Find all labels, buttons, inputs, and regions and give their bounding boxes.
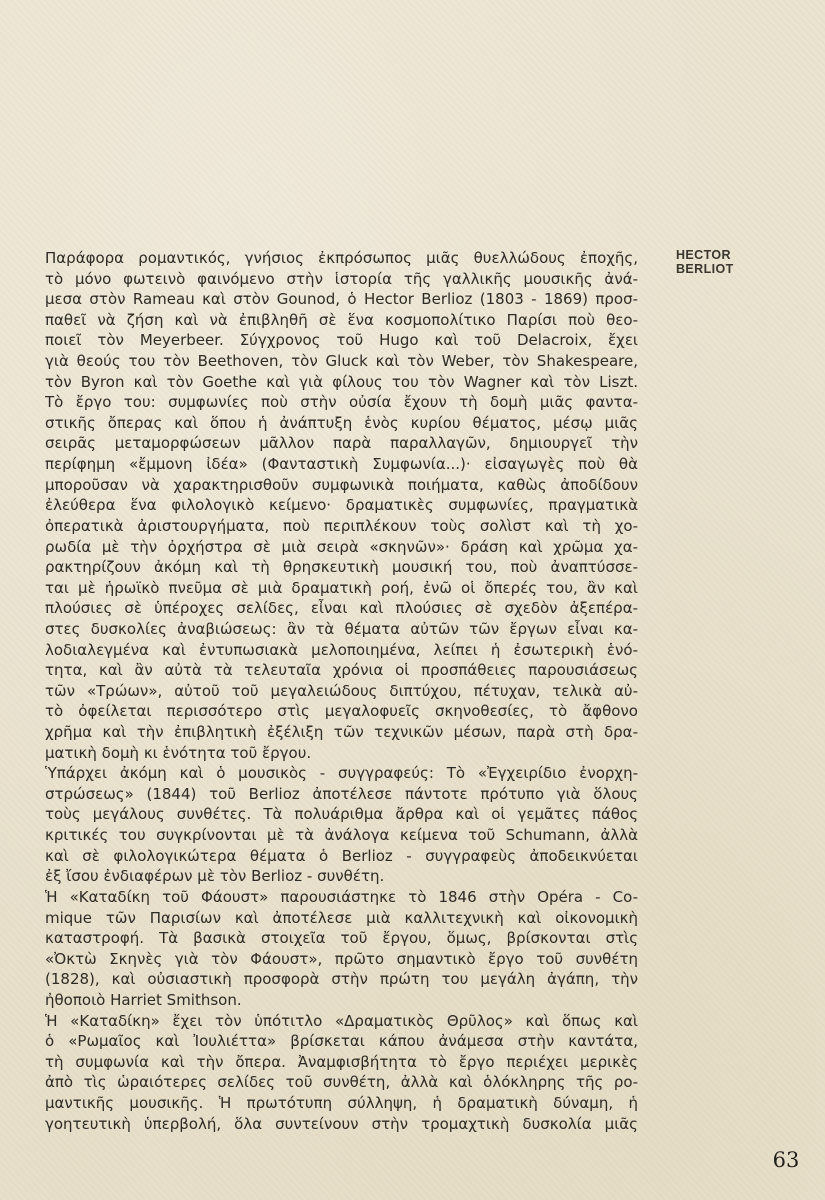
- text-line: τὸ μόνο φωτεινὸ φαινόμενο στὴν ἱστορία τῆς γαλλικῆς μουσικῆς ἀνά-: [45, 269, 638, 288]
- body-text: [45, 248, 638, 1134]
- text-line: «Ὀκτὼ Σκηνὲς γιὰ τὸν Φάουστ», πρῶτο σημαντικὸ ἔργο τοῦ συνθέτη: [45, 949, 638, 968]
- text-line: παθεῖ νὰ ζήση καὶ νὰ ἐπιβληθῆ σὲ ἕνα κοσμοπολίτικο Παρίσι ποὺ θεο-: [45, 310, 638, 329]
- text-line: ρακτηρίζουν ἀκόμη καὶ τὴ θρησκευτικὴ μουσική του, ποὺ ἀναπτύσσε-: [45, 558, 638, 577]
- text-line: στες δυσκολίες ἀναβιώσεως: ἂν τὰ θέματα αὐτῶν τῶν ἔργων εἶναι κα-: [45, 619, 638, 638]
- margin-header-line1: HECTOR: [676, 248, 731, 262]
- text-line: γιὰ θεούς του τὸν Beethoven, τὸν Gluck καὶ τὸν Weber, τὸν Shakespeare,: [45, 352, 638, 371]
- text-line: μεσα στὸν Rameau καὶ στὸν Gounod, ὁ Hector Berlioz (1803 - 1869) προσ-: [45, 290, 638, 309]
- text-line: ὀπερατικὰ ἀριστουργήματα, ποὺ περιπλέκουν τοὺς σολὶστ καὶ τὴ χο-: [45, 516, 638, 535]
- text-line: πλούσιες σὲ ὑπέροχες σελίδες, εἶναι καὶ πλούσιες σὲ σχεδὸν ἀξεπέρα-: [45, 599, 638, 618]
- text-line: τὸ ὀφείλεται περισσότερο στὶς μεγαλοφυεῖς σκηνοθεσίες, τὸ ἄφθονο: [45, 702, 638, 721]
- text-line: κριτικές του συγκρίνονται μὲ τὰ ἀνάλογα κείμενα τοῦ Schumann, ἀλλὰ: [45, 826, 638, 845]
- text-line: ἀπὸ τὶς ὡραιότερες σελίδες τοῦ συνθέτη, ἀλλὰ καὶ ὁλόκληρης τῆς ρο-: [45, 1073, 638, 1092]
- text-line: ματικὴ δομὴ κι ἑνότητα τοῦ ἔργου.: [45, 743, 312, 762]
- text-line: τὴ συμφωνία καὶ τὴν ὄπερα. Ἀναμφισβήτητα τὸ ἔργο περιέχει μερικὲς: [45, 1052, 638, 1071]
- text-line: καταστροφή. Τὰ βασικὰ στοιχεῖα τοῦ ἔργου, ὅμως, βρίσκονται στὶς: [45, 929, 638, 948]
- text-line: λοδιαλεγμένα καὶ ἐντυπωσιακὰ μελοποιημένα, λείπει ἡ ἐσωτερικὴ ἑνό-: [45, 640, 638, 659]
- margin-header: [676, 248, 734, 276]
- text-line: στικῆς ὄπερας καὶ ὅπου ἡ ἀνάπτυξη ἑνὸς κυρίου θέματος, μέσῳ μιᾶς: [45, 413, 638, 432]
- margin-header-line2: BERLIOT: [676, 262, 734, 276]
- text-line: Παράφορα ρομαντικός, γνήσιος ἐκπρόσωπος μιᾶς θυελλώδους ἐποχῆς,: [45, 249, 638, 267]
- text-line: μποροῦσαν νὰ χαρακτηρισθοῦν συμφωνικὰ ποιήματα, καθὼς ἀποδίδουν: [45, 475, 638, 494]
- page-number: 63: [772, 1148, 800, 1172]
- text-line: ἠθοποιὸ Harriet Smithson.: [45, 990, 242, 1009]
- text-line: ἐλεύθερα ἕνα φιλολογικὸ κείμενο· δραματικὲς συμφωνίες, πραγματικὰ: [45, 496, 638, 515]
- text-line: ἐξ ἴσου ἐνδιαφέρων μὲ τὸν Berlioz - συνθέτη.: [45, 867, 385, 886]
- text-line: Ἡ «Καταδίκη τοῦ Φάουστ» παρουσιάστηκε τὸ 1846 στὴν Opéra - Co-: [45, 887, 638, 906]
- text-line: περίφημη «ἔμμονη ἰδέα» (Φανταστικὴ Συμφωνία...)· εἰσαγωγὲς ποὺ θὰ: [45, 455, 638, 474]
- text-line: τῶν «Τρώων», αὐτοῦ τοῦ μεγαλειώδους διπτύχου, πέτυχαν, τελικὰ αὐ-: [45, 681, 638, 700]
- text-line: χρῆμα καὶ τὴν ἐπιβλητικὴ ἐξέλιξη τῶν τεχνικῶν μέσων, παρὰ στὴ δρα-: [45, 723, 638, 742]
- text-line: τοὺς μεγάλους συνθέτες. Τὰ πολυάριθμα ἄρθρα καὶ οἱ γεμᾶτες πάθος: [45, 805, 638, 824]
- text-line: μαντικῆς μουσικῆς. Ἡ πρωτότυπη σύλληψη, ἡ δραματικὴ δύναμη, ἡ: [45, 1093, 638, 1112]
- text-line: Ἡ «Καταδίκη» ἔχει τὸν ὑπότιτλο «Δραματικὸς Θρῦλος» καὶ ὅπως καὶ: [45, 1011, 638, 1030]
- text-line: καὶ σὲ φιλολογικώτερα θέματα ὁ Berlioz - συγγραφεὺς ἀποδεικνύεται: [45, 846, 638, 865]
- text-line: σειρᾶς μεταμορφώσεων μᾶλλον παρὰ παραλλαγῶν, δημιουργεῖ τὴν: [45, 434, 638, 453]
- text-line: Τὸ ἔργο του: συμφωνίες ποὺ στὴν οὐσία ἔχουν τὴ δομὴ μιᾶς φαντα-: [45, 393, 638, 412]
- text-line: mique τῶν Παρισίων καὶ ἀποτέλεσε μιὰ καλλιτεχνικὴ καὶ οἰκονομικὴ: [45, 908, 638, 927]
- text-line: ρωδία μὲ τὴν ὀρχήστρα σὲ μιὰ σειρὰ «σκηνῶν»· δράση καὶ χρῶμα χα-: [45, 537, 638, 556]
- text-line: ὁ «Ρωμαῖος καὶ Ἰουλιέττα» βρίσκεται κάπου ἀνάμεσα στὴν καντάτα,: [45, 1032, 638, 1051]
- text-line: ποιεῖ τὸν Meyerbeer. Σύγχρονος τοῦ Hugo καὶ τοῦ Delacroix, ἔχει: [45, 331, 638, 350]
- text-line: ται μὲ ἡρωϊκὸ πνεῦμα σὲ μιὰ δραματικὴ ροή, ἐνῶ οἱ ὄπερές του, ἂν καὶ: [45, 578, 638, 597]
- text-line: τητα, καὶ ἂν αὐτὰ τὰ τελευταῖα χρόνια οἱ προσπάθειες παρουσιάσεως: [45, 661, 638, 680]
- text-line: γοητευτικὴ ὑπερβολή, ὅλα συντείνουν στὴν τρομαχτικὴ δυσκολία μιᾶς: [45, 1114, 638, 1133]
- text-line: (1828), καὶ οὐσιαστικὴ προσφορὰ στὴν πρώτη του μεγάλη ἀγάπη, τὴν: [45, 970, 638, 989]
- text-line: Ὑπάρχει ἀκόμη καὶ ὁ μουσικὸς - συγγραφεύς: Τὸ «Ἐγχειρίδιο ἐνορχη-: [45, 764, 638, 783]
- text-line: τὸν Byron καὶ τὸν Goethe καὶ γιὰ φίλους του τὸν Wagner καὶ τὸν Liszt.: [45, 372, 638, 391]
- text-line: στρώσεως» (1844) τοῦ Berlioz ἀποτέλεσε πάντοτε πρότυπο γιὰ ὅλους: [45, 784, 638, 803]
